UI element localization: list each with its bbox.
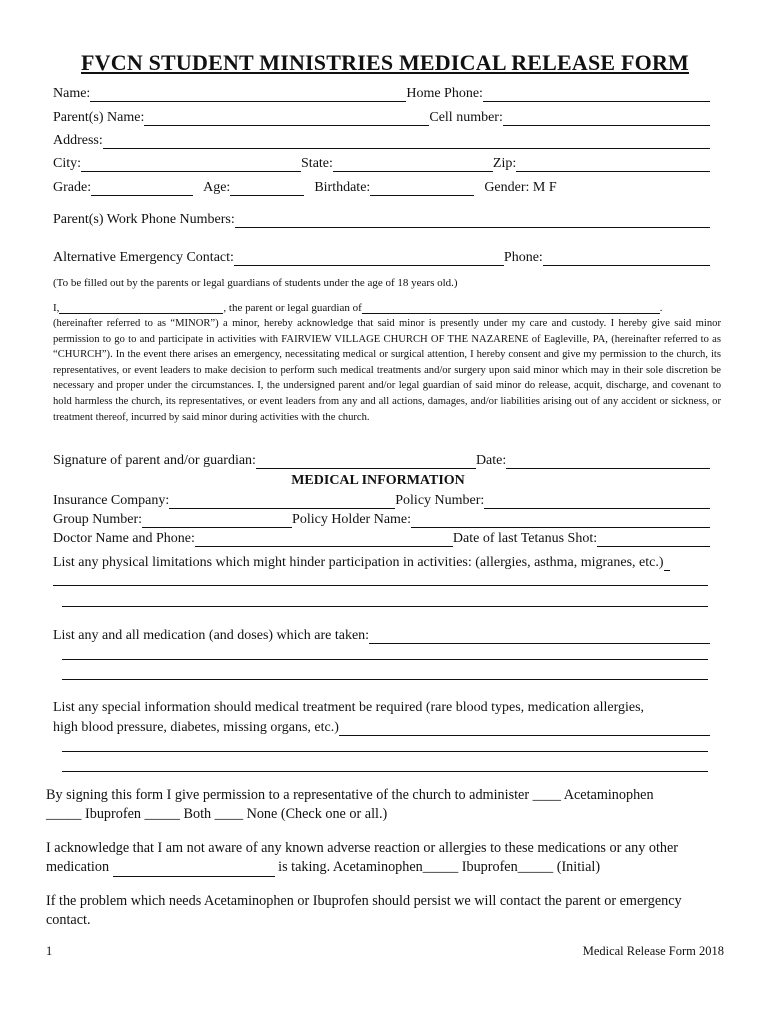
guardian-name-field[interactable]: [59, 301, 223, 314]
medications-line-1[interactable]: [62, 659, 708, 660]
policy-holder-label: Policy Holder Name:: [292, 512, 412, 527]
consent-period: .: [659, 302, 663, 314]
signature-row: [53, 451, 710, 469]
name-row: [53, 84, 710, 102]
acknowledge-line-2: [46, 858, 726, 877]
state-field[interactable]: [333, 156, 493, 172]
contact-note: If the problem which needs Acetaminophen or Ibuprofen should persist we will contact the parent or emergency contact.: [46, 893, 682, 928]
address-label: Address:: [53, 133, 103, 148]
gender-label[interactable]: Gender: M F: [484, 180, 557, 195]
form-title: FVCN STUDENT MINISTRIES MEDICAL RELEASE FORM: [81, 50, 689, 75]
consent-guardian-of: , the parent or legal guardian of: [223, 302, 362, 314]
city-label: City:: [53, 156, 82, 171]
home-phone-field[interactable]: [483, 86, 710, 102]
acknowledge-block: [46, 839, 726, 877]
special-info-line-2[interactable]: [62, 771, 708, 772]
signature-date-label: Date:: [475, 453, 507, 468]
footer-form-name: Medical Release Form 2018: [582, 944, 724, 958]
special-info-field[interactable]: [339, 720, 710, 736]
minor-name-field[interactable]: [362, 301, 660, 314]
age-label: Age:: [203, 180, 231, 195]
special-info-line-1[interactable]: [62, 751, 708, 752]
consent-paragraph: (hereinafter referred to as “MINOR”) a minor, hereby acknowledge that said minor is presently under my care and custody. I hereby give said minor permission to go to and participate in activities with FAIRVIEW VILLAGE CHURCH OF THE NAZARENE of Eagleville, PA, (hereinafter referred to as “CHURCH”). In the event there arises an emergency, necessitating medical or surgical attention, I hereby consent and give my permission to the church, its representatives, or event leaders to make decision to perform such medical treatments and/or surgery upon said minor which may in their sole discretion be necessary and proper under the circumstances. I, the undersigned parent and/or legal guardian of said minor do release, acquit, discharge, and covenant to hold harmless the church, its representatives, or event leaders from any and all actions, damages, and/or liabilities arising out of any accident or sickness, or treatment thereof, incurred by said minor during activities with the church.: [53, 318, 721, 423]
limitations-tail-field[interactable]: [664, 555, 670, 571]
cell-number-field[interactable]: [503, 110, 710, 126]
age-field[interactable]: [230, 180, 304, 196]
group-number-field[interactable]: [142, 512, 292, 528]
acknowledge-line-1: I acknowledge that I am not aware of any known adverse reaction or allergies to these medications or any other: [46, 840, 679, 856]
acknowledge-rest: is taking. Acetaminophen_____ Ibuprofen_____ (Initial): [278, 859, 601, 875]
parents-work-phone-label: Parent(s) Work Phone Numbers:: [53, 212, 235, 227]
alt-phone-label: Phone:: [503, 250, 543, 265]
insurance-field[interactable]: [169, 493, 395, 509]
medical-information-heading: MEDICAL INFORMATION: [291, 473, 465, 488]
doctor-row: [53, 529, 710, 547]
name-field[interactable]: [90, 86, 406, 102]
signature-date-field[interactable]: [506, 453, 710, 469]
acknowledge-medication-label: medication: [46, 859, 110, 875]
permission-block: [46, 786, 726, 824]
special-info-label-2: high blood pressure, diabetes, missing organs, etc.): [53, 720, 339, 735]
parents-name-field[interactable]: [144, 110, 429, 126]
special-info-row-1: [53, 698, 710, 716]
limitations-line-2[interactable]: [62, 606, 708, 607]
alt-contact-field[interactable]: [234, 250, 504, 266]
zip-label: Zip:: [492, 156, 517, 171]
parents-work-phone-field[interactable]: [235, 212, 710, 228]
medications-row: [53, 626, 710, 644]
alt-contact-row: [53, 248, 710, 266]
alt-phone-field[interactable]: [543, 250, 710, 266]
city-field[interactable]: [81, 156, 301, 172]
limitations-label: List any physical limitations which might hinder participation in activities: (allergies, asthma, migranes, etc.): [53, 555, 664, 570]
medications-label: List any and all medication (and doses) which are taken:: [53, 628, 370, 643]
page-number: 1: [46, 944, 53, 958]
group-row: [53, 510, 710, 528]
group-number-label: Group Number:: [53, 512, 143, 527]
insurance-row: [53, 491, 710, 509]
consent-i-label: I,: [53, 302, 60, 314]
zip-field[interactable]: [516, 156, 710, 172]
limitations-row: [53, 553, 710, 571]
permission-line-2: _____ Ibuprofen _____ Both ____ None (Check one or all.): [46, 806, 388, 822]
policy-number-label: Policy Number:: [395, 493, 485, 508]
special-info-label-1: List any special information should medical treatment be required (rare blood types, medication allergies,: [53, 700, 645, 715]
medications-field[interactable]: [369, 628, 710, 644]
grade-label: Grade:: [53, 180, 92, 195]
special-info-row-2: [53, 718, 710, 736]
address-row: [53, 131, 710, 149]
grade-row: [53, 178, 710, 196]
tetanus-field[interactable]: [597, 531, 710, 547]
doctor-label: Doctor Name and Phone:: [53, 531, 195, 546]
tetanus-label: Date of last Tetanus Shot:: [452, 531, 598, 546]
state-label: State:: [301, 156, 333, 171]
guardian-note-row: [53, 271, 710, 289]
work-phone-row: [53, 210, 710, 228]
address-field[interactable]: [103, 133, 710, 149]
student-name-field[interactable]: [113, 862, 275, 877]
grade-field[interactable]: [91, 180, 193, 196]
doctor-field[interactable]: [195, 531, 453, 547]
birthdate-label: Birthdate:: [314, 180, 371, 195]
parent-name-row: [53, 108, 710, 126]
parents-name-label: Parent(s) Name:: [53, 110, 145, 125]
signature-label: Signature of parent and/or guardian:: [53, 453, 256, 468]
alt-contact-label: Alternative Emergency Contact:: [53, 250, 234, 265]
birthdate-field[interactable]: [370, 180, 474, 196]
cell-number-label: Cell number:: [429, 110, 503, 125]
insurance-label: Insurance Company:: [53, 493, 170, 508]
signature-field[interactable]: [256, 453, 476, 469]
policy-holder-field[interactable]: [411, 512, 710, 528]
consent-first-line: [53, 298, 710, 314]
city-row: [53, 154, 710, 172]
limitations-line-1[interactable]: [53, 585, 708, 586]
permission-line-1: By signing this form I give permission to a representative of the church to administer ____ Acetaminophen: [46, 787, 654, 803]
medications-line-2[interactable]: [62, 679, 708, 680]
guardian-note: (To be filled out by the parents or legal guardians of students under the age of 18 years old.): [53, 277, 458, 289]
policy-number-field[interactable]: [484, 493, 710, 509]
name-label: Name:: [53, 86, 91, 101]
home-phone-label: Home Phone:: [406, 86, 483, 101]
